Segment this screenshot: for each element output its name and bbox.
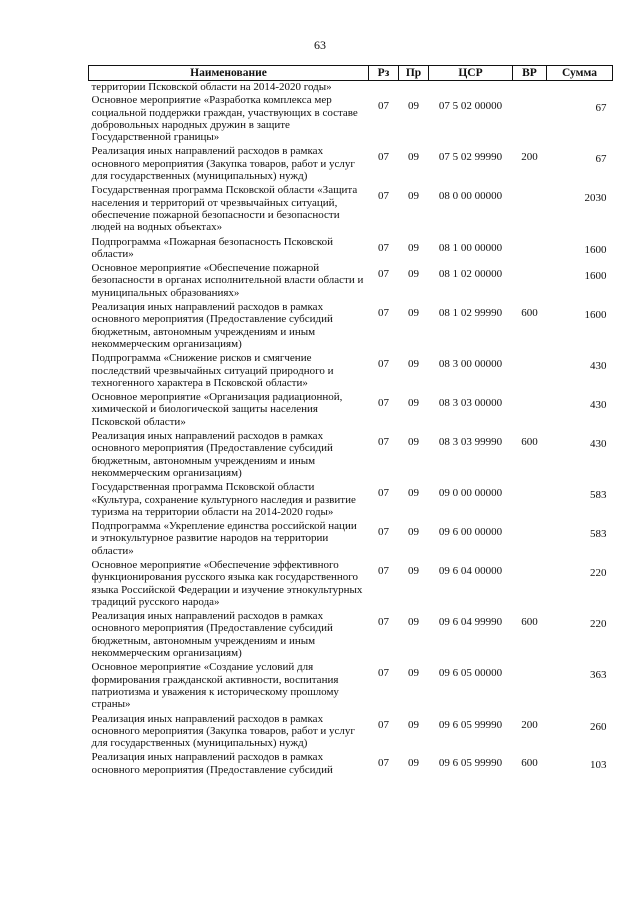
row-name: Основное мероприятие «Создание условий для формирования гражданской активности, воспитания патриотизма и уважения к историческому прошлому страны»	[91, 661, 339, 711]
row-pr: 09	[408, 307, 419, 320]
row-rz: 07	[378, 307, 389, 320]
table-row	[89, 301, 613, 352]
column-header-csr: ЦСР	[429, 66, 513, 81]
table-row	[89, 184, 613, 235]
row-csr: 08 1 00 00000	[438, 241, 503, 254]
budget-table	[88, 65, 613, 778]
row-csr: 09 6 05 99990	[438, 718, 503, 731]
row-name: Реализация иных направлений расходов в рамках основного мероприятия (Предоставление субсидий бюджетным, автономным учреждениям и иным некоммерческим организациям)	[91, 610, 333, 660]
row-csr: 08 3 00 00000	[438, 358, 503, 371]
row-pr: 09	[408, 397, 419, 410]
row-csr: 09 6 00 00000	[438, 526, 503, 539]
row-rz: 07	[378, 718, 389, 731]
row-rz: 07	[378, 757, 389, 770]
column-header-vr: ВР	[513, 66, 547, 81]
column-header-name: Наименование	[89, 66, 369, 81]
row-sum	[547, 81, 613, 95]
row-pr: 09	[408, 564, 419, 577]
row-rz: 07	[378, 616, 389, 629]
row-name: Основное мероприятие «Обеспечение пожарной безопасности в органах исполнительной власти области и муниципальных образованиях»	[91, 262, 364, 299]
row-rz: 07	[378, 487, 389, 500]
table-row	[89, 713, 613, 752]
row-rz: 07	[378, 268, 389, 281]
row-vr	[513, 661, 547, 712]
row-vr	[513, 236, 547, 263]
row-pr: 09	[408, 667, 419, 680]
row-name: Реализация иных направлений расходов в рамках основного мероприятия (Предоставление субсидий бюджетным, автономным учреждениям и иным некоммерческим организациям)	[91, 430, 333, 479]
row-name: Реализация иных направлений расходов в рамках основного мероприятия (Предоставление субсидий бюджетным, автономным учреждениям и иным некоммерческим организациям)	[91, 301, 333, 350]
row-pr: 09	[408, 487, 419, 500]
row-name: Реализация иных направлений расходов в рамках основного мероприятия (Предоставление субсидий	[91, 751, 333, 776]
row-vr	[513, 262, 547, 301]
row-rz: 07	[378, 358, 389, 371]
row-sum: 67	[595, 102, 607, 115]
table-row	[89, 751, 613, 778]
table-row	[89, 661, 613, 712]
row-pr: 09	[408, 100, 419, 113]
table-row	[89, 352, 613, 391]
row-vr: 200	[521, 718, 538, 731]
row-rz: 07	[378, 436, 389, 449]
row-sum: 103	[590, 759, 607, 772]
row-sum: 363	[590, 669, 607, 682]
row-rz: 07	[378, 151, 389, 164]
row-sum: 220	[590, 618, 607, 631]
row-name: Подпрограмма «Укрепление единства российской нации и этнокультурное развитие народов на территории области»	[91, 520, 357, 557]
row-name: Подпрограмма «Пожарная безопасность Псковской области»	[91, 235, 334, 260]
row-rz: 07	[378, 667, 389, 680]
row-csr: 09 6 05 99990	[438, 757, 503, 770]
row-sum: 430	[590, 399, 607, 412]
row-csr: 07 5 02 99990	[438, 151, 503, 164]
row-rz: 07	[378, 190, 389, 203]
row-csr: 08 1 02 99990	[438, 307, 503, 320]
row-vr	[513, 391, 547, 430]
row-vr: 600	[521, 757, 538, 770]
row-csr: 09 0 00 00000	[438, 487, 503, 500]
row-pr: 09	[408, 616, 419, 629]
row-vr	[513, 520, 547, 559]
row-name: Реализация иных направлений расходов в рамках основного мероприятия (Закупка товаров, работ и услуг для государственных (муниципальных) нужд)	[91, 712, 355, 750]
row-vr: 600	[521, 616, 538, 629]
table-row	[89, 262, 613, 301]
row-sum: 583	[590, 489, 607, 502]
row-name: Основное мероприятие «Организация радиационной, химической и биологической защиты населения Псковской области»	[91, 391, 343, 428]
row-name: территории Псковской области на 2014-2020 годы»	[91, 81, 332, 93]
table-body	[89, 81, 613, 779]
row-sum: 1600	[584, 243, 607, 256]
table-row	[89, 145, 613, 184]
row-sum: 2030	[584, 192, 607, 205]
table-row	[89, 81, 613, 95]
row-name: Подпрограмма «Снижение рисков и смягчение последствий чрезвычайных ситуаций природного и техногенного характера в Псковской области»	[91, 352, 334, 389]
table-row	[89, 430, 613, 481]
row-vr: 200	[521, 151, 538, 164]
row-pr: 09	[408, 358, 419, 371]
column-header-sum: Сумма	[547, 66, 613, 81]
table-row	[89, 94, 613, 145]
table-row	[89, 520, 613, 559]
row-vr	[513, 184, 547, 235]
row-vr	[513, 481, 547, 520]
row-pr	[399, 81, 429, 95]
table-row	[89, 481, 613, 520]
row-sum: 430	[590, 438, 607, 451]
row-csr: 09 6 04 99990	[438, 616, 503, 629]
row-vr	[513, 559, 547, 610]
row-vr	[513, 94, 547, 145]
table-row	[89, 391, 613, 430]
row-sum: 220	[590, 566, 607, 579]
row-csr: 08 3 03 99990	[438, 436, 503, 449]
row-rz: 07	[378, 241, 389, 254]
row-sum: 1600	[584, 309, 607, 322]
row-name: Реализация иных направлений расходов в рамках основного мероприятия (Закупка товаров, работ и услуг для государственных (муниципальных) нужд)	[91, 145, 355, 183]
row-sum: 67	[595, 153, 607, 166]
page-number: 63	[314, 38, 326, 52]
row-sum: 1600	[584, 270, 607, 283]
row-vr: 600	[521, 307, 538, 320]
table-row	[89, 559, 613, 610]
row-pr: 09	[408, 718, 419, 731]
row-csr: 09 6 04 00000	[438, 564, 503, 577]
row-rz: 07	[378, 100, 389, 113]
row-rz: 07	[378, 564, 389, 577]
row-name: Государственная программа Псковской области «Защита населения и территорий от чрезвычайных ситуаций, обеспечение пожарной безопасности и безопасности людей на водных объектах»	[91, 184, 358, 234]
row-csr: 08 3 03 00000	[438, 397, 503, 410]
row-csr: 08 1 02 00000	[438, 268, 503, 281]
column-header-rz: Рз	[369, 66, 399, 81]
row-pr: 09	[408, 436, 419, 449]
row-csr: 09 6 05 00000	[438, 667, 503, 680]
row-csr: 07 5 02 00000	[438, 100, 503, 113]
row-sum: 260	[590, 720, 607, 733]
row-csr	[429, 81, 513, 95]
row-csr: 08 0 00 00000	[438, 190, 503, 203]
row-name: Основное мероприятие «Обеспечение эффективного функционирования русского языка как государственного языка Российской Федерации и изучение этнокультурных традиций русского народа»	[91, 558, 363, 608]
row-rz	[369, 81, 399, 95]
row-pr: 09	[408, 526, 419, 539]
row-sum: 430	[590, 360, 607, 373]
row-pr: 09	[408, 151, 419, 164]
row-sum: 583	[590, 528, 607, 541]
row-rz: 07	[378, 397, 389, 410]
row-vr: 600	[521, 436, 538, 449]
table-row	[89, 610, 613, 661]
row-pr: 09	[408, 268, 419, 281]
table-row	[89, 236, 613, 263]
row-name: Основное мероприятие «Разработка комплекса мер социальной поддержки граждан, участвующих в составе добровольных народных дружин в защите Государственной границы»	[91, 94, 358, 144]
table-header	[89, 66, 613, 81]
row-pr: 09	[408, 241, 419, 254]
row-name: Государственная программа Псковской области «Культура, сохранение культурного наследия и развитие туризма на территории области на 2014-2020 годы»	[91, 481, 356, 518]
row-vr	[513, 352, 547, 391]
row-pr: 09	[408, 190, 419, 203]
row-rz: 07	[378, 526, 389, 539]
row-pr: 09	[408, 757, 419, 770]
row-vr	[513, 81, 547, 95]
column-header-pr: Пр	[399, 66, 429, 81]
